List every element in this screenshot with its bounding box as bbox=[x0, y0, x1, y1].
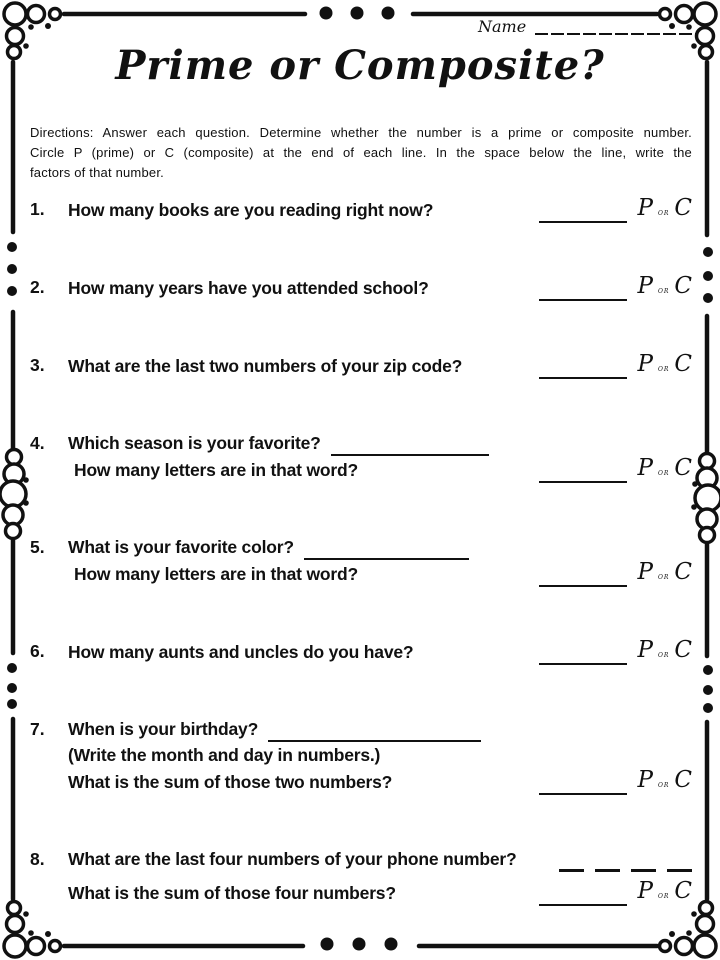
digit-blank[interactable] bbox=[631, 856, 656, 872]
composite-choice[interactable]: C bbox=[674, 878, 692, 904]
question-list bbox=[30, 197, 692, 958]
composite-choice[interactable]: C bbox=[674, 559, 692, 585]
question-6 bbox=[30, 639, 692, 665]
write-in-blank[interactable] bbox=[331, 441, 489, 456]
question-text: How many letters are in that word? bbox=[74, 564, 358, 584]
question-text: How many aunts and uncles do you have? bbox=[68, 642, 414, 662]
answer-area bbox=[539, 197, 692, 223]
or-label: or bbox=[657, 364, 670, 374]
or-label: or bbox=[657, 572, 670, 582]
name-field bbox=[478, 17, 698, 37]
question-text: What is the sum of those two numbers? bbox=[68, 772, 393, 792]
question-number: 4. bbox=[30, 433, 45, 453]
answer-area bbox=[539, 880, 692, 906]
digit-blank[interactable] bbox=[559, 856, 584, 872]
answer-area bbox=[539, 353, 692, 379]
question-text: Which season is your favorite? bbox=[68, 433, 321, 453]
or-label: or bbox=[657, 650, 670, 660]
question-number: 7. bbox=[30, 719, 45, 739]
question-text: What is your favorite color? bbox=[68, 537, 294, 557]
prime-choice[interactable]: P bbox=[637, 351, 653, 377]
directions-line: Circle P (prime) or C (composite) at the end of each line. In the space below the line, write the bbox=[30, 145, 692, 160]
answer-area bbox=[539, 639, 692, 665]
question-number: 3. bbox=[30, 355, 45, 375]
question-text: How many letters are in that word? bbox=[74, 460, 358, 480]
answer-area bbox=[539, 457, 692, 483]
question-1 bbox=[30, 197, 692, 223]
question-text: What are the last two numbers of your zip code? bbox=[68, 356, 463, 376]
answer-blank[interactable] bbox=[539, 205, 627, 223]
write-in-blank[interactable] bbox=[268, 727, 481, 742]
or-label: or bbox=[657, 208, 670, 218]
question-3 bbox=[30, 353, 692, 379]
answer-blank[interactable] bbox=[539, 283, 627, 301]
question-text: (Write the month and day in numbers.) bbox=[68, 745, 381, 765]
answer-blank[interactable] bbox=[539, 647, 627, 665]
name-label: Name bbox=[478, 17, 527, 36]
directions bbox=[30, 123, 692, 183]
answer-blank[interactable] bbox=[539, 569, 627, 587]
composite-choice[interactable]: C bbox=[674, 195, 692, 221]
prime-choice[interactable]: P bbox=[637, 767, 653, 793]
prime-choice[interactable]: P bbox=[637, 878, 653, 904]
answer-area bbox=[539, 275, 692, 301]
prime-choice[interactable]: P bbox=[637, 273, 653, 299]
write-in-blank[interactable] bbox=[304, 545, 469, 560]
p-or-c-choice bbox=[637, 353, 692, 380]
answer-blank[interactable] bbox=[539, 888, 627, 906]
directions-line: factors of that number. bbox=[30, 165, 164, 180]
question-number: 5. bbox=[30, 537, 45, 557]
question-number: 6. bbox=[30, 641, 45, 661]
question-text: How many books are you reading right now? bbox=[68, 200, 434, 220]
question-number: 2. bbox=[30, 277, 45, 297]
question-7 bbox=[30, 717, 692, 795]
p-or-c-choice bbox=[637, 769, 692, 796]
answer-blank[interactable] bbox=[539, 777, 627, 795]
question-5 bbox=[30, 535, 692, 587]
answer-area bbox=[539, 769, 692, 795]
composite-choice[interactable]: C bbox=[674, 351, 692, 377]
question-text: What is the sum of those four numbers? bbox=[68, 883, 396, 903]
p-or-c-choice bbox=[637, 639, 692, 666]
or-label: or bbox=[657, 286, 670, 296]
prime-choice[interactable]: P bbox=[637, 637, 653, 663]
p-or-c-choice bbox=[637, 275, 692, 302]
question-2 bbox=[30, 275, 692, 301]
question-text: What are the last four numbers of your phone number? bbox=[68, 849, 517, 869]
p-or-c-choice bbox=[637, 880, 692, 907]
question-4 bbox=[30, 431, 692, 483]
digit-blank[interactable] bbox=[667, 856, 692, 872]
directions-line: Directions: Answer each question. Determine whether the number is a prime or composite number. bbox=[30, 125, 692, 140]
composite-choice[interactable]: C bbox=[674, 637, 692, 663]
answer-area bbox=[539, 561, 692, 587]
question-8 bbox=[30, 847, 692, 906]
p-or-c-choice bbox=[637, 561, 692, 588]
prime-choice[interactable]: P bbox=[637, 195, 653, 221]
question-number: 1. bbox=[30, 199, 45, 219]
composite-choice[interactable]: C bbox=[674, 767, 692, 793]
or-label: or bbox=[657, 468, 670, 478]
question-text: How many years have you attended school? bbox=[68, 278, 429, 298]
question-number: 8. bbox=[30, 849, 45, 869]
question-text: When is your birthday? bbox=[68, 719, 259, 739]
composite-choice[interactable]: C bbox=[674, 455, 692, 481]
page-title: Prime or Composite? bbox=[115, 42, 605, 89]
prime-choice[interactable]: P bbox=[637, 559, 653, 585]
composite-choice[interactable]: C bbox=[674, 273, 692, 299]
answer-blank[interactable] bbox=[539, 465, 627, 483]
p-or-c-choice bbox=[637, 197, 692, 224]
prime-choice[interactable]: P bbox=[637, 455, 653, 481]
digit-blank[interactable] bbox=[595, 856, 620, 872]
p-or-c-choice bbox=[637, 457, 692, 484]
answer-blank[interactable] bbox=[539, 361, 627, 379]
name-write-line[interactable] bbox=[535, 17, 698, 35]
digit-blanks bbox=[559, 856, 692, 872]
or-label: or bbox=[657, 891, 670, 901]
or-label: or bbox=[657, 780, 670, 790]
